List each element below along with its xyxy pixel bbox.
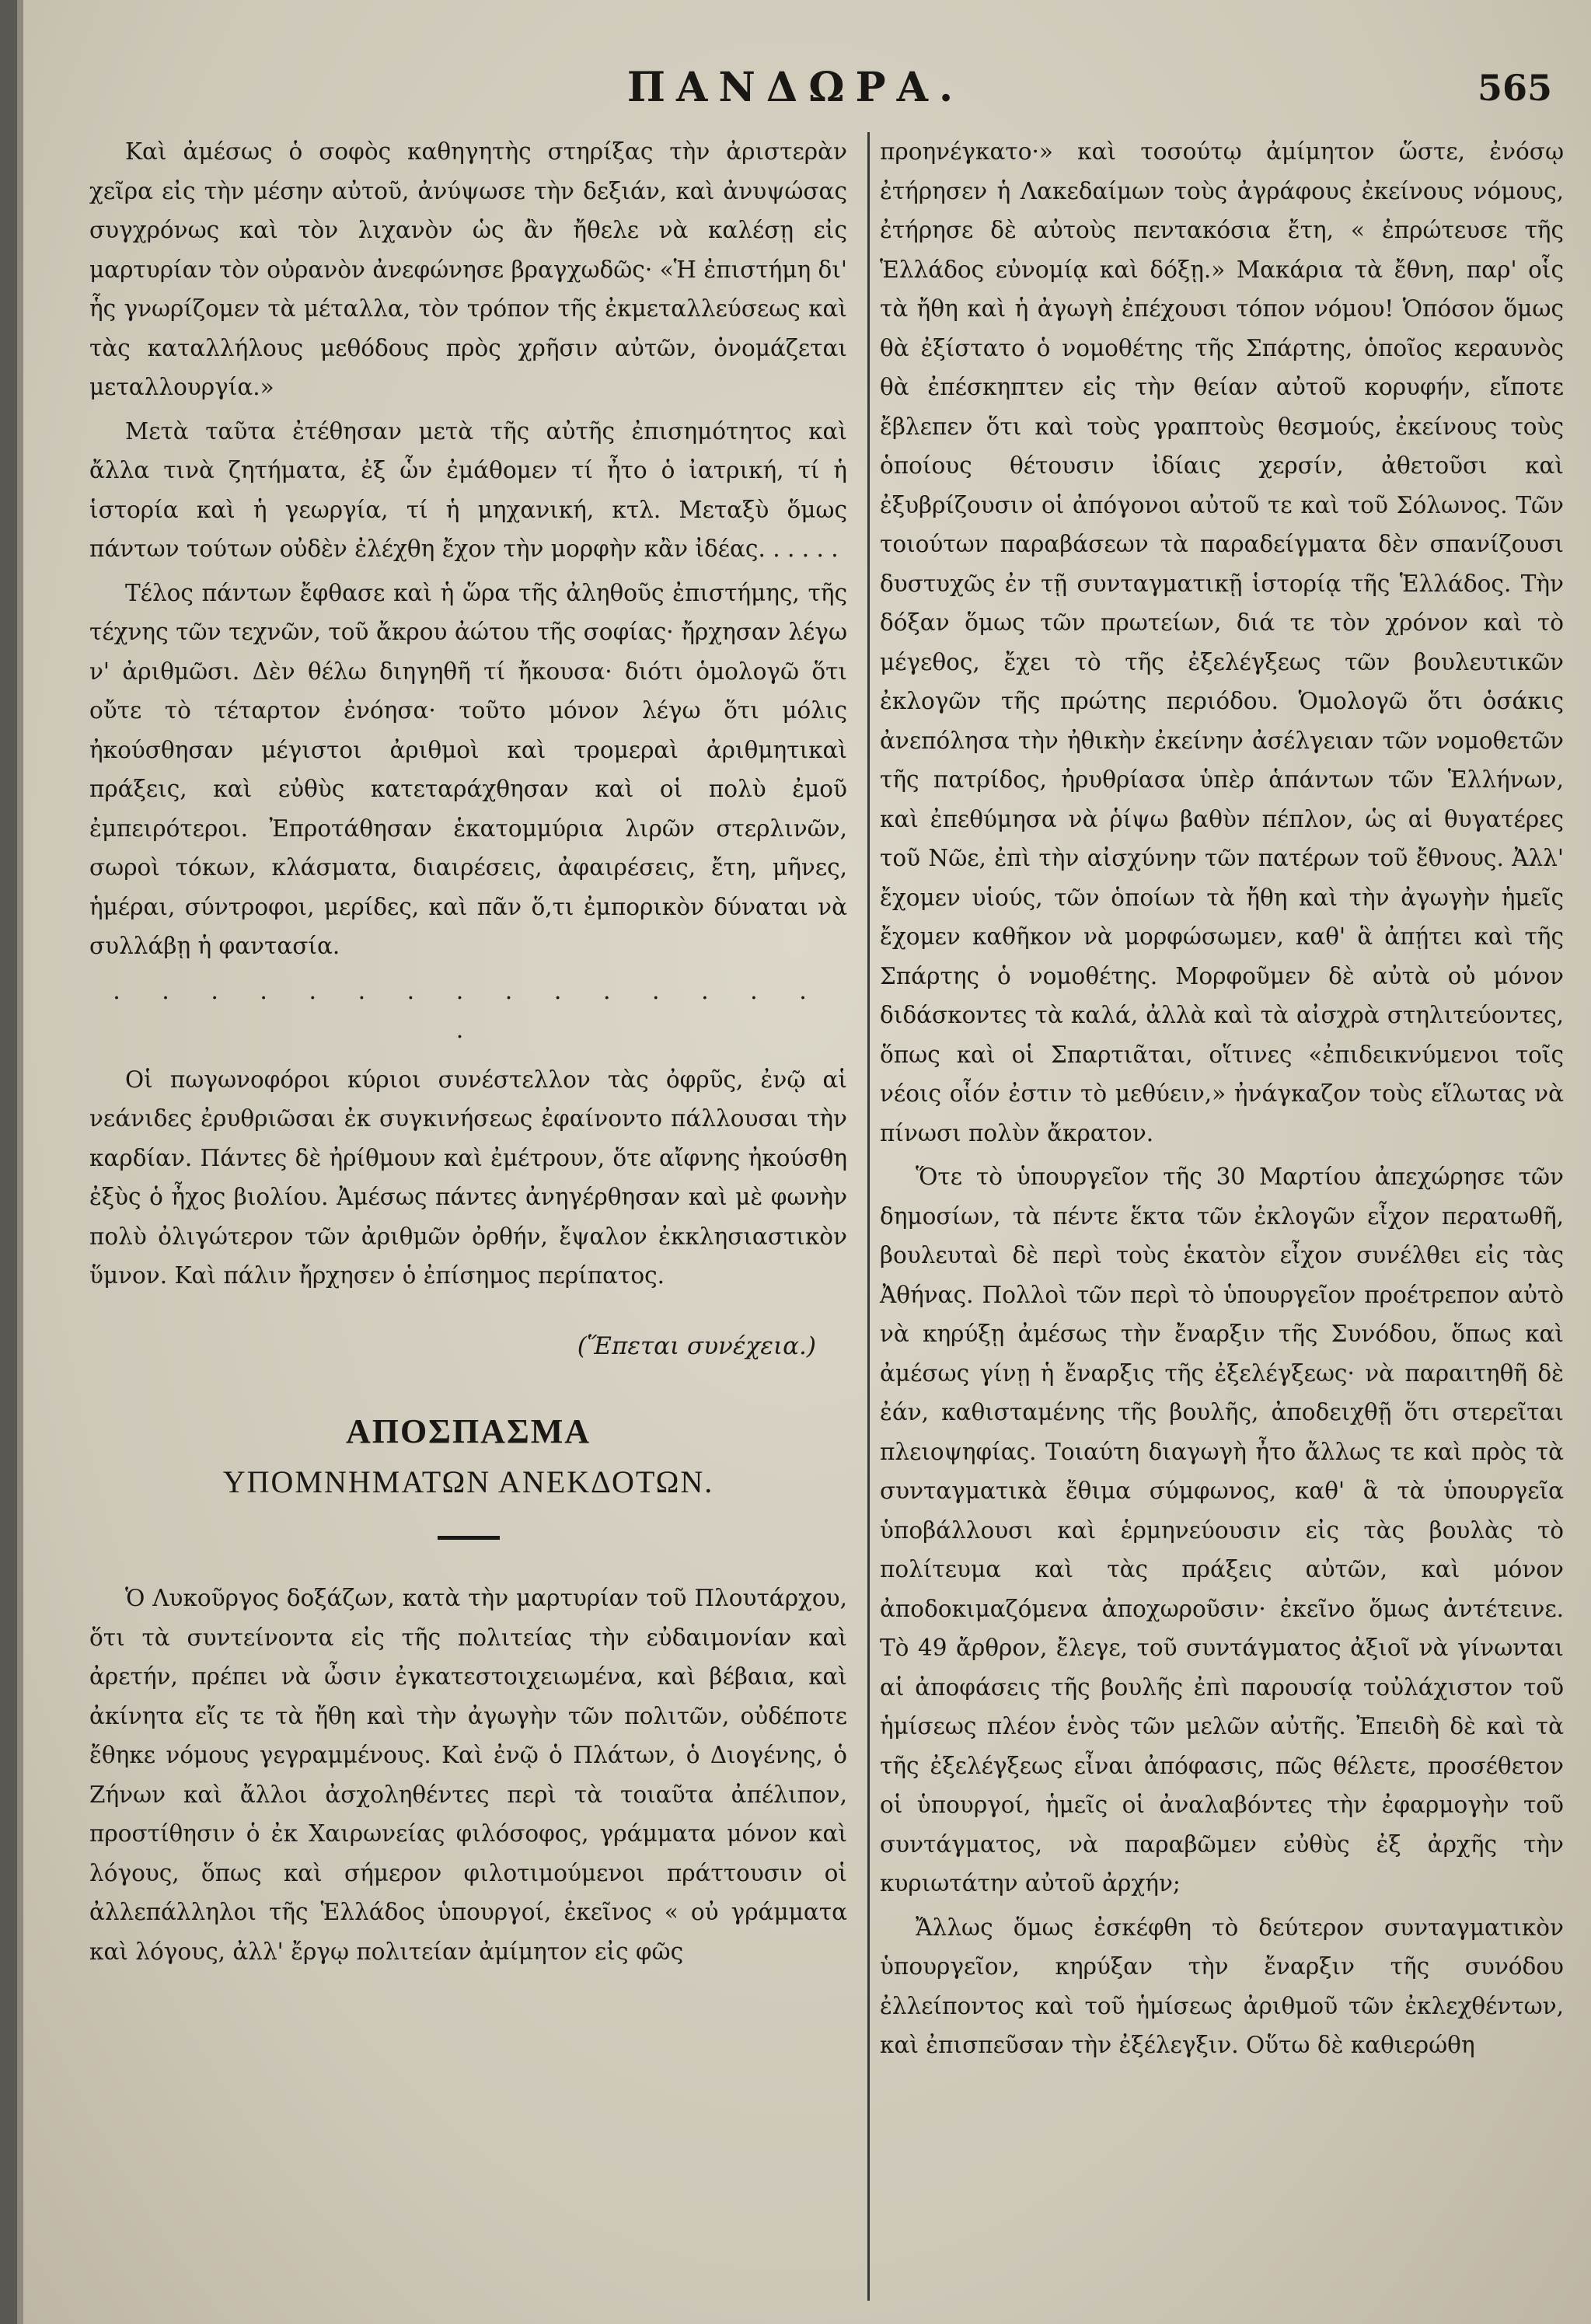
heading-line-1: ΑΠΟΣΠΑΣΜΑ: [345, 1412, 591, 1450]
article-heading: [89, 1412, 847, 1502]
paragraph: Ὁ Λυκοῦργος δοξάζων, κατὰ τὴν μαρτυρίαν τοῦ Πλουτάρχου, ὅτι τὰ συντείνοντα εἰς τῆς πολιτείας τὴν εὐδαιμονίαν καὶ ἀρετήν, πρέπει νὰ ὦσιν ἐγκατεστοιχειωμένα, καὶ βέβαια, καὶ ἀκίνητα εἴς τε τὰ ἤθη καὶ τὴν ἀγωγὴν τῶν πολιτῶν, οὐδέποτε ἔθηκε νόμους γεγραμμένους. Καὶ ἐνῷ ὁ Πλάτων, ὁ Διογένης, ὁ Ζήνων καὶ ἄλλοι ἀσχοληθέντες περὶ τὰ τοιαῦτα ἀπέλιπον, προστίθησιν ὁ ἐκ Χαιρωνείας φιλόσοφος, γράμματα μόνον καὶ λόγους, ὅπως καὶ σήμερον φιλοτιμούμενοι πράττουσιν οἱ ἀλλεπάλληλοι τῆς Ἑλλάδος ὑπουργοί, ἐκεῖνος « οὐ γράμματα καὶ λόγους, ἀλλ' ἔργῳ πολιτείαν ἀμίμητον εἰς φῶς: [89, 1585, 847, 1965]
paragraph: Τέλος πάντων ἔφθασε καὶ ἡ ὥρα τῆς ἀληθοῦς ἐπιστήμης, τῆς τέχνης τῶν τεχνῶν, τοῦ ἄκρου ἀώτου τῆς σοφίας· ἤρχησαν λέγω ν' ἀριθμῶσι. Δὲν θέλω διηγηθῆ τί ἤκουσα· διότι ὁμολογῶ ὅτι οὔτε τὸ τέταρτον ἐνόησα· τοῦτο μόνον λέγω ὅτι μόλις ἠκούσθησαν μέγιστοι ἀριθμοὶ καὶ τρομεραὶ ἀριθμητικαὶ πράξεις, καὶ εὐθὺς κατεταράχθησαν καὶ οἱ πολὺ ἐμοῦ ἐμπειρότεροι. Ἐπροτάθησαν ἑκατομμύρια λιρῶν στερλινῶν, σωροὶ τόκων, κλάσματα, διαιρέσεις, ἀφαιρέσεις, ἔτη, μῆνες, ἡμέραι, σύντροφοι, μερίδες, καὶ πᾶν ὅ,τι ἐμπορικὸν δύναται νὰ συλλάβῃ ἡ φαντασία.: [89, 579, 847, 959]
continued-note: (Ἕπεται συνέχεια.): [577, 1331, 816, 1360]
heading-line-2: ΥΠΟΜΝΗΜΑΤΩΝ ΑΝΕΚΔΟΤΩΝ.: [222, 1464, 714, 1499]
page-number: 565: [1477, 67, 1552, 109]
right-column: [880, 132, 1564, 2070]
paragraph: Οἱ πωγωνοφόροι κύριοι συνέστελλον τὰς ὀφρῦς, ἐνῷ αἱ νεάνιδες ἐρυθριῶσαι ἐκ συγκινήσεως ἐφαίνοντο πάλλουσαι τὴν καρδίαν. Πάντες δὲ ἠρίθμουν καὶ ἐμέτρουν, ὅτε αἴφνης ἠκούσθη ἐξὺς ὁ ἦχος βιολίου. Ἀμέσως πάντες ἀνηγέρθησαν καὶ μὲ φωνὴν πολὺ ὀλιγώτερον τῶν ἀριθμῶν ὀρθήν, ἔψαλον ἐκκλησιαστικὸν ὕμνον. Καὶ πάλιν ἤρχησεν ὁ ἐπίσημος περίπατος.: [89, 1066, 847, 1289]
paragraph: προηνέγκατο·» καὶ τοσούτῳ ἀμίμητον ὥστε, ἐνόσῳ ἐτήρησεν ἡ Λακεδαίμων τοὺς ἀγράφους ἐκείνους νόμους, ἐτήρησε δὲ αὐτοὺς πεντακόσια ἔτη, « ἐπρώτευσε τῆς Ἑλλάδος εὐνομίᾳ καὶ δόξῃ.» Μακάρια τὰ ἔθνη, παρ' οἷς τὰ ἤθη καὶ ἡ ἀγωγὴ ἐπέχουσι τόπον νόμου! Ὁπόσον ὅμως θὰ ἐξίστατο ὁ νομοθέτης τῆς Σπάρτης, ὁποῖος κεραυνὸς θὰ ἐπέσκηπτεν εἰς τὴν θείαν αὐτοῦ κορυφήν, εἴποτε ἔβλεπεν ὅτι καὶ τοὺς γραπτοὺς θεσμούς, ἐκείνους τοὺς ὁποίους θέτουσιν ἰδίαις χερσίν, ἀθετοῦσι καὶ ἐξυβρίζουσιν οἱ ἀπόγονοι αὐτοῦ τε καὶ τοῦ Σόλωνος. Τῶν τοιούτων παραβάσεων τὰ παραδείγματα δὲν σπανίζουσι δυστυχῶς ἐν τῇ συνταγματικῇ ἱστορίᾳ τῆς Ἑλλάδος. Τὴν δόξαν ὅμως τῶν πρωτείων, διά τε τὸν χρόνον καὶ τὸ μέγεθος, ἔχει τὸ τῆς ἐξελέγξεως τῶν βουλευτικῶν ἐκλογῶν τῆς πρώτης περιόδου. Ὁμολογῶ ὅτι ὁσάκις ἀνεπόλησα τὴν ἠθικὴν ἐκείνην ἀσέλγειαν τῶν νομοθετῶν τῆς πατρίδος, ἠρυθρίασα ὑπὲρ ἁπάντων τῶν Ἑλλήνων, καὶ ἐπεθύμησα νὰ ῥίψω βαθὺν πέπλον, ὡς αἱ θυγατέρες τοῦ Νῶε, ἐπὶ τὴν αἰσχύνην τῶν πατέρων τοῦ ἔθνους. Ἀλλ' ἔχομεν υἱούς, τῶν ὁποίων τὰ ἤθη καὶ τὴν ἀγωγὴν ἡμεῖς ἔχομεν καθῆκον νὰ μορφώσωμεν, καθ' ἃ ἀπῄτει καὶ τῆς Σπάρτης ὁ νομοθέτης. Μορφοῦμεν δὲ αὐτὰ οὐ μόνον διδάσκοντες τὰ καλά, ἀλλὰ καὶ τὰ αἰσχρὰ στηλιτεύοντες, ὅπως καὶ οἱ Σπαρτιᾶται, οἵτινες «ἐπιδεικνύμενοι τοῖς νέοις οἷόν ἐστιν τὸ μεθύειν,» ἠνάγκαζον τοὺς εἵλωτας νὰ πίνωσι πολὺν ἄκρατον.: [880, 138, 1564, 1146]
paragraph: Ἄλλως ὅμως ἐσκέφθη τὸ δεύτερον συνταγματικὸν ὑπουργεῖον, κηρύξαν τὴν ἔναρξιν τῆς συνόδου ἐλλείποντος καὶ τοῦ ἡμίσεως ἀριθμοῦ τῶν ἐκλεχθέντων, καὶ ἐπισπεῦσαν τὴν ἐξέλεγξιν. Οὕτω δὲ καθιερώθη: [880, 1914, 1564, 2058]
column-divider: [867, 132, 870, 2301]
ellipsis-row: . . . . . . . . . . . . . . . .: [113, 977, 824, 1044]
paragraph: Καὶ ἀμέσως ὁ σοφὸς καθηγητὴς στηρίξας τὴν ἀριστερὰν χεῖρα εἰς τὴν μέσην αὐτοῦ, ἀνύψωσε τὴν δεξιάν, καὶ ἀνυψώσας συγχρόνως καὶ τὸν λιχανὸν ὡς ἂν ἤθελε νὰ καλέσῃ εἰς μαρτυρίαν τὸν οὐρανὸν ἀνεφώνησε βραγχωδῶς· «Ἡ ἐπιστήμη δι' ἧς γνωρίζομεν τὰ μέταλλα, τὸν τρόπον τῆς ἐκμεταλλεύσεως καὶ τὰς καταλλήλους μεθόδους πρὸς χρῆσιν αὐτῶν, ὀνομάζεται μεταλλουργία.»: [89, 138, 847, 400]
left-column: [89, 132, 847, 1976]
paragraph: Ὅτε τὸ ὑπουργεῖον τῆς 30 Μαρτίου ἀπεχώρησε τῶν δημοσίων, τὰ πέντε ἕκτα τῶν ἐκλογῶν εἶχον περατωθῆ, βουλευταὶ δὲ περὶ τοὺς ἑκατὸν εἶχον συνέλθει εἰς τὰς Ἀθήνας. Πολλοὶ τῶν περὶ τὸ ὑπουργεῖον προέτρεπον αὐτὸ νὰ κηρύξῃ ἀμέσως τὴν ἔναρξιν τῆς Συνόδου, ὅπως καὶ ἀμέσως γίνῃ ἡ ἔναρξις τῆς ἐξελέγξεως· νὰ παραιτηθῆ δὲ ἐάν, καθισταμένης τῆς βουλῆς, ἀποδειχθῇ ὅτι στερεῖται πλειοψηφίας. Τοιαύτη διαγωγὴ ἦτο ἄλλως τε καὶ πρὸς τὰ συνταγματικὰ ἔθιμα σύμφωνος, καθ' ἃ τὰ ὑπουργεῖα ὑποβάλλουσι καὶ ἑρμηνεύουσιν εἰς τὰς βουλὰς τὸ πολίτευμα καὶ τὰς πράξεις αὐτῶν, καὶ μόνον ἀποδοκιμαζόμενα ἀποχωροῦσιν· ἐκεῖνο ὅμως ἀντέτεινε. Τὸ 49 ἄρθρον, ἔλεγε, τοῦ συντάγματος ἀξιοῖ νὰ γίνωνται αἱ ἀποφάσεις τῆς βουλῆς ἐπὶ παρουσίᾳ τοὐλάχιστον τοῦ ἡμίσεως πλέον ἑνὸς τῶν μελῶν αὐτῆς. Ἐπειδὴ δὲ καὶ τὰ τῆς ἐξελέγξεως εἶναι ἀπόφασις, πῶς θέλετε, προσέθετον οἱ ὑπουργοί, ἡμεῖς οἱ ἀναλαβόντες τὴν ἐφαρμογὴν τοῦ συντάγματος, νὰ παραβῶμεν εὐθὺς ἐξ ἀρχῆς τὴν κυριωτάτην αὐτοῦ ἀρχήν;: [880, 1164, 1564, 1897]
binding-edge: [0, 0, 17, 2324]
heading-rule: [438, 1536, 500, 1540]
binding-shadow: [17, 0, 23, 2324]
masthead-title: ΠΑΝΔΩΡΑ.: [626, 64, 965, 111]
paragraph: Μετὰ ταῦτα ἐτέθησαν μετὰ τῆς αὐτῆς ἐπισημότητος καὶ ἄλλα τινὰ ζητήματα, ἐξ ὧν ἐμάθομεν τί ἦτο ὁ ἰατρική, τί ἡ ἱστορία καὶ ἡ γεωργία, τί ἡ μηχανική, κτλ. Μεταξὺ ὅμως πάντων τούτων οὐδὲν ἐλέχθη ἔχον τὴν μορφὴν κἂν ἰδέας. . . . . .: [89, 417, 847, 562]
